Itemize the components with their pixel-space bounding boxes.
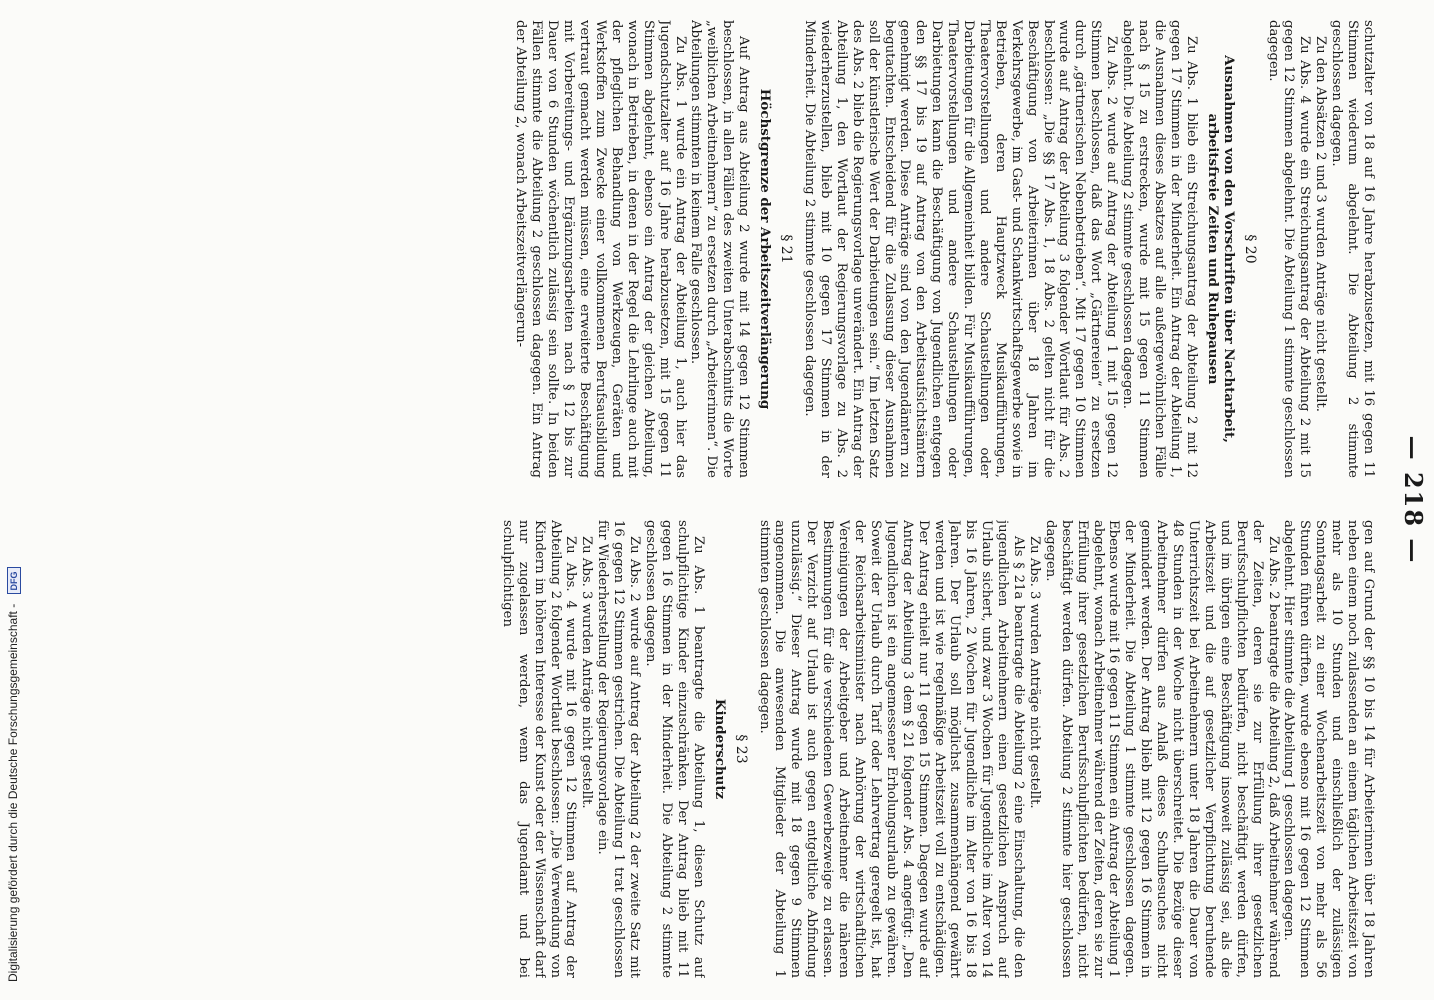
paragraph: schutzalter von 18 auf 16 Jahre herabzusetzen, mit 16 gegen 11 Stimmen wiederum abgelehnt. Die Abteilung 2 stimmte geschlossen dagegen. <box>1329 20 1376 478</box>
right-column <box>86 520 1376 978</box>
paragraph: Zu Abs. 4 wurde mit 16 gegen 12 Stimmen auf Antrag der Abteilung 2 folgender Wortlaut beschlossen: „Die Verwendung von Kindern im höheren Interesse der Kunst oder der Wissenschaft darf nur zugelassen werden, wenn das Jugendamt und bei schulpflichtigen <box>499 520 579 978</box>
paragraph: Als § 21a beantragte die Abteilung 2 eine Einschaltung, die den jugendlichen Arbeitnehmern einen gesetzlichen Anspruch auf Urlaub sichert, und zwar 3 Wochen für Jugendliche im Alter von 14 bis 16 Jahren, 2 Wochen für Jugendliche im Alter von 16 bis 18 Jahren. Der Urlaub soll möglichst zusammenhängend gewährt werden und ist wie regelmäßige Arbeitszeit voll zu entschädigen. Der Antrag erhielt nur 11 gegen 15 Stimmen. Dagegen wurde auf Antrag der Abteilung 3 dem § 21 folgender Abs. 4 angefügt: „Den Jugendlichen ist ein angemessener Erholungsurlaub zu gewähren. Soweit der Urlaub durch Tarif oder Lehrvertrag geregelt ist, hat der Reichsarbeitsminister nach Anhörung der wirtschaftlichen Vereinigungen der Arbeitgeber und Arbeitnehmer die näheren Bestimmungen für die verschiedenen Gewerbezweige zu erlassen. Der Verzicht auf Urlaub ist auch gegen entgeltliche Abfindung unzulässig.“ Dieser Antrag wurde mit 18 gegen 9 Stimmen angenommen. Die anwesenden Mitglieder der Abteilung 1 stimmten geschlossen dagegen. <box>756 520 1027 978</box>
page-number: — 218 — <box>1399 435 1428 565</box>
section-title-line: Ausnahmen von den Vorschriften über Nachtarbeit, <box>1220 55 1237 443</box>
paragraph: gen auf Grund der §§ 10 bis 14 für Arbeiterinnen über 18 Jahren neben einem noch zulassenden an einem täglichen Arbeitszeit von mehr als 10 Stunden und einschließlich der zulässigen Sonntagsarbeit zu einer Wochenarbeitszeit von mehr als 56 Stunden führen dürften, wurde ebenso mit 16 gegen 12 Stimmen abgelehnt. Hier stimmte die Abteilung 1 geschlossen dagegen. <box>1281 520 1376 978</box>
section-title-line: arbeitsfreie Zeiten und Ruhepausen <box>1204 113 1221 385</box>
paragraph: Zu Abs. 3 wurden Anträge nicht gestellt. <box>579 536 595 809</box>
section-title: Höchstgrenze der Arbeitszeitverlängerung <box>757 88 774 410</box>
paragraph: Zu Abs. 3 wurden Anträge nicht gestellt. <box>1026 536 1042 809</box>
paragraph: Auf Antrag aus Abteilung 2 wurde mit 14 gegen 12 Stimmen beschlossen, in allen Fällen des zweiten Unterabschnitts die Worte „weiblichen Arbeitnehmern“ zu ersetzen durch „Arbeiterinnen“. Die Abteilungen stimmten in keinem Falle geschlossen. <box>688 20 752 478</box>
section-number: § 20 <box>1241 234 1258 264</box>
section-number: § 23 <box>732 734 749 764</box>
paragraph: Zu Abs. 1 beantragte die Abteilung 1, diesen Schutz auf schulpflichtige Kinder einzuschränken. Der Antrag blieb mit 11 gegen 16 Stimmen in der Minderheit. Die Abteilung 2 stimmte geschlossen dagegen. <box>643 520 706 978</box>
section-title <box>1205 20 1237 478</box>
paragraph: Zu Abs. 1 blieb ein Streichungsantrag der Abteilung 2 mit 12 gegen 17 Stimmen in der Minderheit. Ein Antrag der Abteilung 1, die Ausnahmen dieses Absatzes auf alle außergewöhnlichen Fälle nach § 15 zu erstrecken, wurde mit 15 gegen 11 Stimmen abgelehnt. Die Abteilung 2 stimmte geschlossen dagegen. <box>1120 20 1199 478</box>
attribution-text: Digitalisierung gefördert durch die Deutsche Forschungsgemeinschaft - <box>6 603 20 982</box>
dfg-logo-icon: DFG <box>7 567 21 594</box>
paragraph: Zu Abs. 1 wurde ein Antrag der Abteilung 1, auch hier das Jugendschutzalter auf 16 Jahre herabzusetzen, mit 15 gegen 11 Stimmen abgelehnt, ebenso ein Antrag der gleichen Abteilung, wonach in Betrieben, in denen in der Regel die Lehrlinge auch mit der pfleglichen Behandlung von Werkzeugen, Geräten und Werkstoffen zum Zwecke einer vollkommenen Berufsausbildung vertraut gemacht werden müssen, eine erweiterte Beschäftigung mit Vorbereitungs- und Ergänzungsarbeiten nach § 12 bis zur Dauer von 6 Stunden wöchentlich zulässig sein sollte. In beiden Fällen stimmte die Abteilung 2 geschlossen dagegen. Ein Antrag der Abteilung 2, wonach Arbeitszeitverlängerun- <box>513 20 688 478</box>
paragraph: Zu den Absätzen 2 und 3 wurden Anträge nicht gestellt. <box>1313 36 1329 412</box>
paragraph: Zu Abs. 2 wurde auf Antrag der Abteilung 1 mit 15 gegen 12 Stimmen beschlossen, daß das Wort „Gärtnereien“ zu ersetzen durch „gärtnerischen Nebenbetrieben“. Mit 17 gegen 10 Stimmen wurde auf Antrag der Abteilung 3 folgender Wortlaut für Abs. 2 beschlossen: „Die §§ 17 Abs. 1, 18 Abs. 2 gelten nicht für die Beschäftigung von Arbeiterinnen über 18 Jahren im Verkehrsgewerbe, im Gast- und Schankwirtschaftsgewerbe sowie in Betrieben, deren Hauptzweck Musikaufführungen, Theatervorstellungen und andere Schaustellungen oder Darbietungen für die Allgemeinheit bilden. Für Musikaufführungen, Theatervorstellungen und andere Schaustellungen oder Darbietungen kann die Beschäftigung von Jugendlichen entgegen den §§ 17 bis 19 auf Antrag von den Arbeitsaufsichtsämtern genehmigt werden. Diese Anträge sind von den Jugendämtern zu begutachten. Entscheidend für die Zulassung dieser Ausnahmen soll der künstlerische Wert der Darbietungen sein.“ Im letzten Satz des Abs. 2 blieb die Regierungsvorlage unverändert. Ein Antrag der Abteilung 1, den Wortlaut der Regierungsvorlage zu Abs. 2 wiederherzustellen, blieb mit 10 gegen 17 Stimmen in der Minderheit. Die Abteilung 2 stimmte geschlossen dagegen. <box>802 20 1120 478</box>
paragraph: Zu Abs. 2 beantragte die Abteilung 2, daß Arbeitnehmer während der Zeiten, deren sie zur Erfüllung ihrer gesetzlichen Berufsschulpflichten bedürfen, nicht beschäftigt werden dürfen, und im übrigen eine Beschäftigung insoweit zulässig sei, als die Arbeitszeit und die auf gesetzlicher Verpflichtung beruhende Unterrichtszeit bei Arbeitnehmern unter 18 Jahren die Dauer von 48 Stunden in der Woche nicht überschreitet. Die Bezüge dieser Arbeitnehmer dürfen aus Anlaß dieses Schulbesuches nicht gemindert werden. Der Antrag blieb mit 12 gegen 16 Stimmen in der Minderheit. Die Abteilung 1 stimmte geschlossen dagegen. Ebenso wurde mit 16 gegen 11 Stimmen ein Antrag der Abteilung 1 abgelehnt, wonach Arbeitnehmer während der Zeiten, deren sie zur Erfüllung ihrer gesetzlichen Berufsschulpflichten bedürfen, nicht beschäftigt werden dürfen. Abteilung 2 stimmte hier geschlossen dagegen. <box>1042 520 1281 978</box>
section-number: § 21 <box>778 234 795 264</box>
attribution-strip <box>0 0 26 1000</box>
left-column <box>86 20 1376 478</box>
paragraph: Zu Abs. 4 wurde ein Streichungsantrag der Abteilung 2 mit 15 gegen 12 Stimmen abgelehnt. Die Abteilung 1 stimmte geschlossen dagegen. <box>1265 20 1313 478</box>
attribution <box>0 0 26 1000</box>
section-title: Kinderschutz <box>711 698 728 800</box>
paragraph: Zu Abs. 2 wurde auf Antrag der Abteilung 2 der zweite Satz mit 16 gegen 12 Stimmen gestrichen. Die Abteilung 1 trat geschlossen für Wiederherstellung der Regierungsvorlage ein. <box>595 520 643 978</box>
